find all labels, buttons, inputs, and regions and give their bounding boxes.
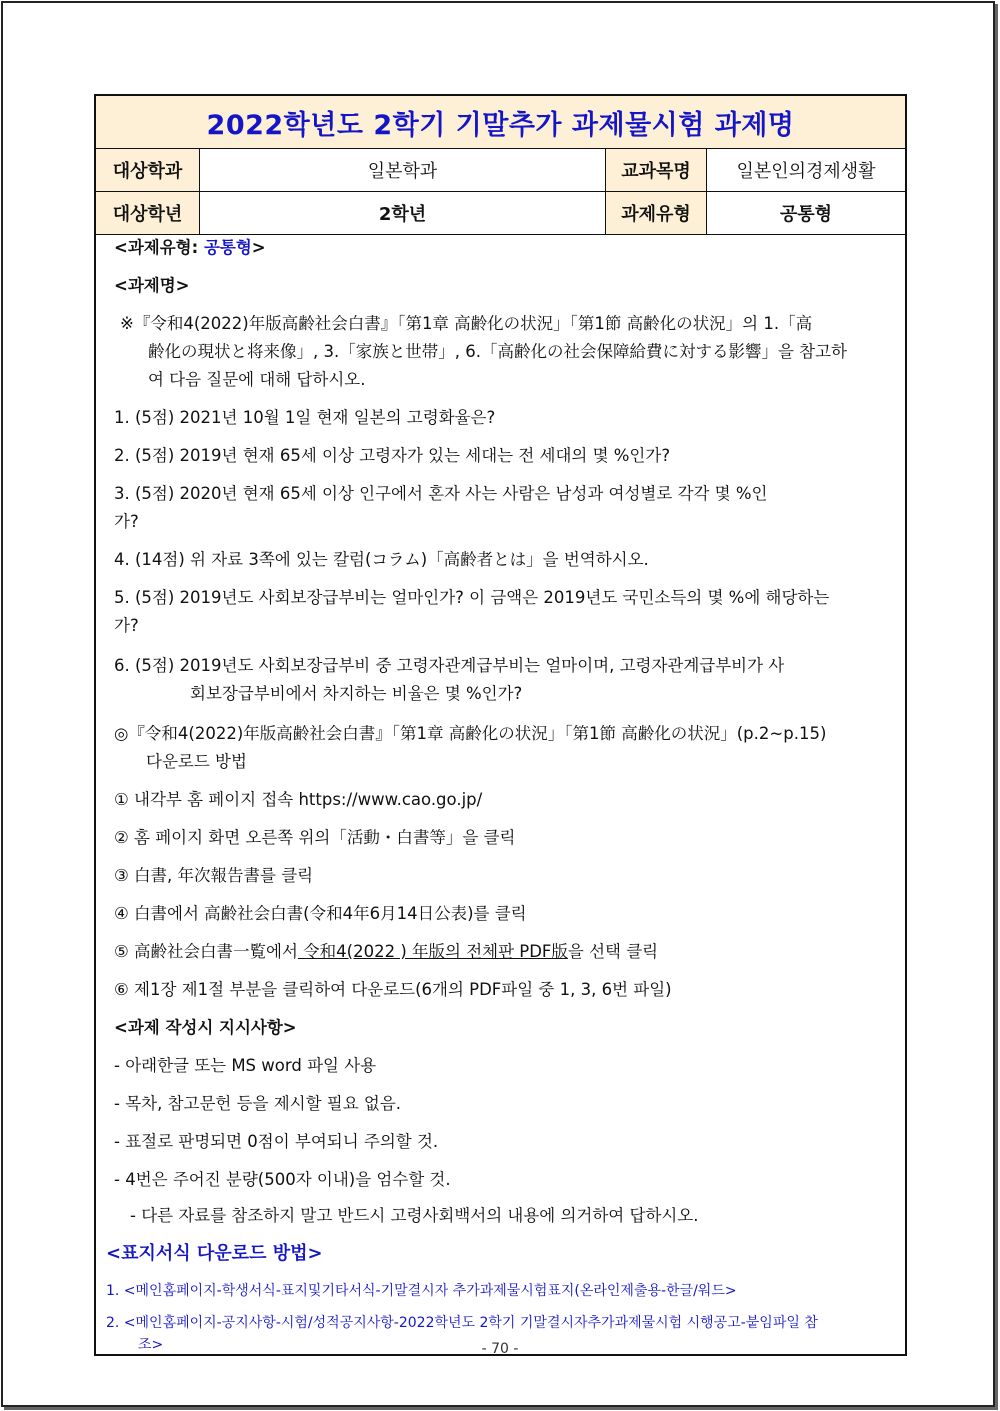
instruction-2: - 목차, 참고문헌 등을 제시할 필요 없음. bbox=[114, 1094, 401, 1113]
type-label: 과제유형 bbox=[606, 192, 707, 234]
year-value: 2학년 bbox=[200, 192, 606, 234]
download-step-4: ④ 白書에서 高齢社会白書(令和4年6月14日公表)를 클릭 bbox=[114, 904, 527, 923]
download-step-3: ③ 白書, 年次報告書를 클릭 bbox=[114, 866, 314, 885]
form-download-heading: <표지서식 다운로드 방법> bbox=[106, 1243, 323, 1264]
assignment-type-value: 공통형 bbox=[203, 238, 252, 257]
assignment-type-close: > bbox=[251, 238, 266, 257]
intro-line-3: 여 다음 질문에 대해 답하시오. bbox=[148, 370, 366, 389]
download-step-6: ⑥ 제1장 제1절 부분을 클릭하여 다운로드(6개의 PDF파일 중 1, 3, 6번 파일) bbox=[114, 980, 672, 999]
download-line-subtitle: 다운로드 방법 bbox=[146, 752, 247, 771]
instruction-5: - 다른 자료를 참조하지 말고 반드시 고령사회백서의 내용에 의거하여 답하시오. bbox=[130, 1206, 699, 1225]
form-download-item-2-line-1: 2. <메인홈페이지-공지사항-시험/성적공지사항-2022학년도 2학기 기말결시자추가과제물시험 시행공고-붙임파일 참 bbox=[106, 1315, 818, 1331]
question-2: 2. (5점) 2019년 현재 65세 이상 고령자가 있는 세대는 전 세대의 몇 %인가? bbox=[114, 446, 671, 465]
sheet-title: 2022학년도 2학기 기말추가 과제물시험 과제명 bbox=[96, 96, 905, 149]
year-label: 대상학년 bbox=[96, 192, 200, 234]
dept-value: 일본학과 bbox=[200, 149, 606, 191]
assignment-name-heading: <과제명> bbox=[114, 276, 190, 295]
course-value: 일본인의경제생활 bbox=[736, 161, 876, 182]
download-step-5-underlined: 令和4(2022 ) 年版의 전체판 PDF版 bbox=[297, 942, 568, 961]
assignment-type-heading: <과제유형: bbox=[114, 238, 204, 257]
download-step-5-pre: ⑤ 高齢社会白書一覧에서 bbox=[114, 942, 298, 961]
download-step-5 bbox=[114, 938, 890, 966]
question-5-line-1: 5. (5점) 2019년도 사회보장급부비는 얼마인가? 이 금액은 2019년도 국민소득의 몇 %에 해당하는 bbox=[114, 588, 830, 607]
question-3-line-2: 가? bbox=[114, 512, 139, 531]
instruction-1: - 아래한글 또는 MS word 파일 사용 bbox=[114, 1056, 377, 1075]
instruction-3: - 표절로 판명되면 0점이 부여되니 주의할 것. bbox=[114, 1132, 439, 1151]
instruction-4: - 4번은 주어진 분량(500자 이내)을 엄수할 것. bbox=[114, 1170, 451, 1189]
question-3-line-1: 3. (5점) 2020년 현재 65세 이상 인구에서 혼자 사는 사람은 남성과 여성별로 각각 몇 %인 bbox=[114, 484, 768, 503]
download-step-5-post: 을 선택 클릭 bbox=[567, 942, 659, 961]
form-download-item-1: 1. <메인홈페이지-학생서식-표지및기타서식-기말결시자 추가과제물시험표지(온라인제출용-한글/워드> bbox=[106, 1283, 737, 1299]
dept-label: 대상학과 bbox=[96, 149, 200, 191]
intro-line-1: ※『令和4(2022)年版高齢社会白書』「第1章 高齢化の状況」「第1節 高齢化の状況」의 1.「高 bbox=[120, 314, 813, 333]
download-step-1: ① 내각부 홈 페이지 접속 https://www.cao.go.jp/ bbox=[114, 790, 483, 809]
question-6-line-2: 회보장급부비에서 차지하는 비율은 몇 %인가? bbox=[190, 684, 523, 703]
download-line-title: ◎『令和4(2022)年版高齢社会白書』「第1章 高齢化の状況」「第1節 高齢化の状況」(p.2~p.15) bbox=[114, 724, 827, 743]
info-row-2 bbox=[96, 192, 905, 235]
page-number: - 70 - bbox=[481, 1341, 519, 1357]
question-5-line-2: 가? bbox=[114, 616, 139, 635]
assignment-sheet bbox=[94, 94, 907, 1356]
info-row-1 bbox=[96, 149, 905, 192]
type-value: 공통형 bbox=[779, 204, 833, 225]
question-6-line-1: 6. (5점) 2019년도 사회보장급부비 중 고령자관계급부비는 얼마이며, 고령자관계급부비가 사 bbox=[114, 656, 785, 675]
form-download-item-2-line-2: 조> bbox=[138, 1337, 164, 1353]
download-step-2: ② 홈 페이지 화면 오른쪽 위의「活動・白書等」을 클릭 bbox=[114, 828, 516, 847]
instructions-heading: <과제 작성시 지시사항> bbox=[114, 1018, 297, 1037]
assignment-type-line bbox=[114, 234, 890, 262]
course-label: 교과목명 bbox=[606, 149, 707, 191]
question-4: 4. (14점) 위 자료 3쪽에 있는 칼럼(コラム)「高齢者とは」을 번역하시오. bbox=[114, 550, 649, 569]
intro-line-2: 齢化の現状と将来像」, 3.「家族と世帯」, 6.「高齢化の社会保障給費に対する影響」을 참고하 bbox=[148, 342, 847, 361]
question-1: 1. (5점) 2021년 10월 1일 현재 일본의 고령화율은? bbox=[114, 408, 496, 427]
